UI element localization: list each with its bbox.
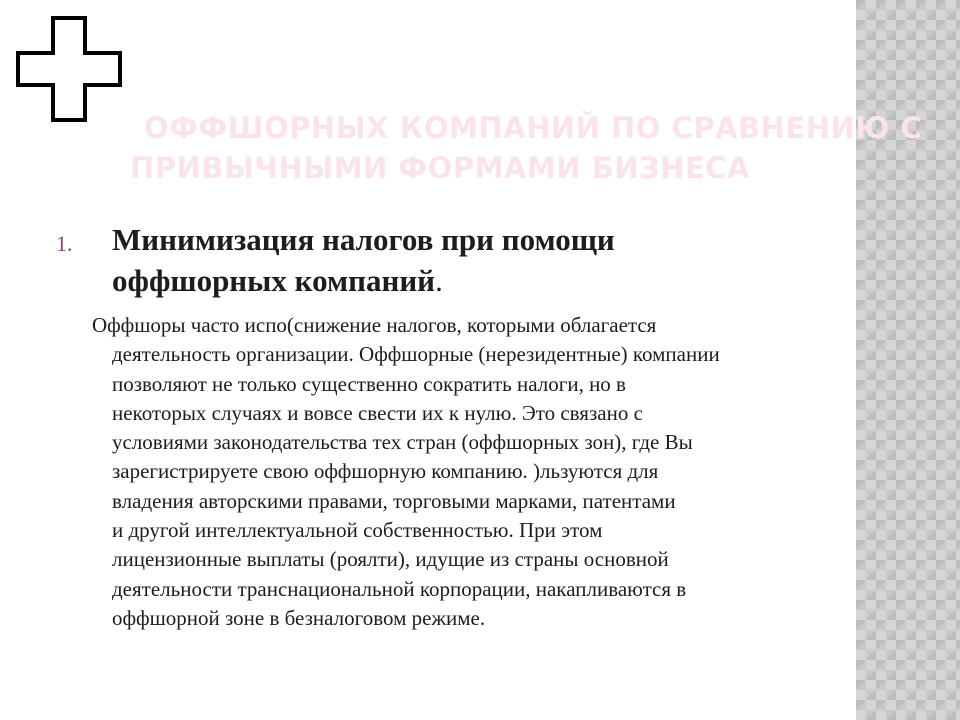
slide-title	[130, 108, 923, 188]
list-heading-period: .	[435, 263, 443, 298]
body-line: Оффшоры часто испо(снижение налогов, которыми облагается	[92, 313, 657, 337]
body-line: некоторых случаях и вовсе свести их к нулю. Это связано с	[112, 400, 643, 425]
list-heading-line-1: Минимизация налогов при помощи	[112, 222, 615, 257]
body-line: позволяют не только существенно сократить налоги, но в	[112, 371, 626, 396]
body-line: оффшорной зоне в безналоговом режиме.	[112, 605, 486, 630]
slide-title-line-2: ПРИВЫЧНЫМИ ФОРМАМИ БИЗНЕСА	[130, 151, 750, 185]
body-line: зарегистрируете свою оффшорную компанию. )льзуются для	[112, 459, 659, 484]
body-line: деятельности транснациональной корпорации, накапливаются в	[112, 576, 687, 601]
body-line: деятельность организации. Оффшорные (нерезидентные) компании	[112, 342, 720, 367]
list-heading-line-2: оффшорных компаний	[112, 263, 436, 298]
list-number: 1.	[56, 231, 73, 256]
body-line: лицензионные выплаты (роялти), идущие из страны основной	[112, 547, 669, 572]
body-paragraph	[92, 311, 822, 633]
body-line: и другой интеллектуальной собственностью. При этом	[112, 518, 603, 543]
cross-outline-icon	[16, 16, 122, 122]
body-line: владения авторскими правами, торговыми марками, патентами	[112, 488, 676, 513]
body-line: условиями законодательства тех стран (оффшорных зон), где Вы	[112, 430, 693, 455]
list-heading	[112, 219, 772, 301]
slide-title-line-1: ОФФШОРНЫХ КОМПАНИЙ ПО СРАВНЕНИЮ С	[144, 111, 923, 145]
